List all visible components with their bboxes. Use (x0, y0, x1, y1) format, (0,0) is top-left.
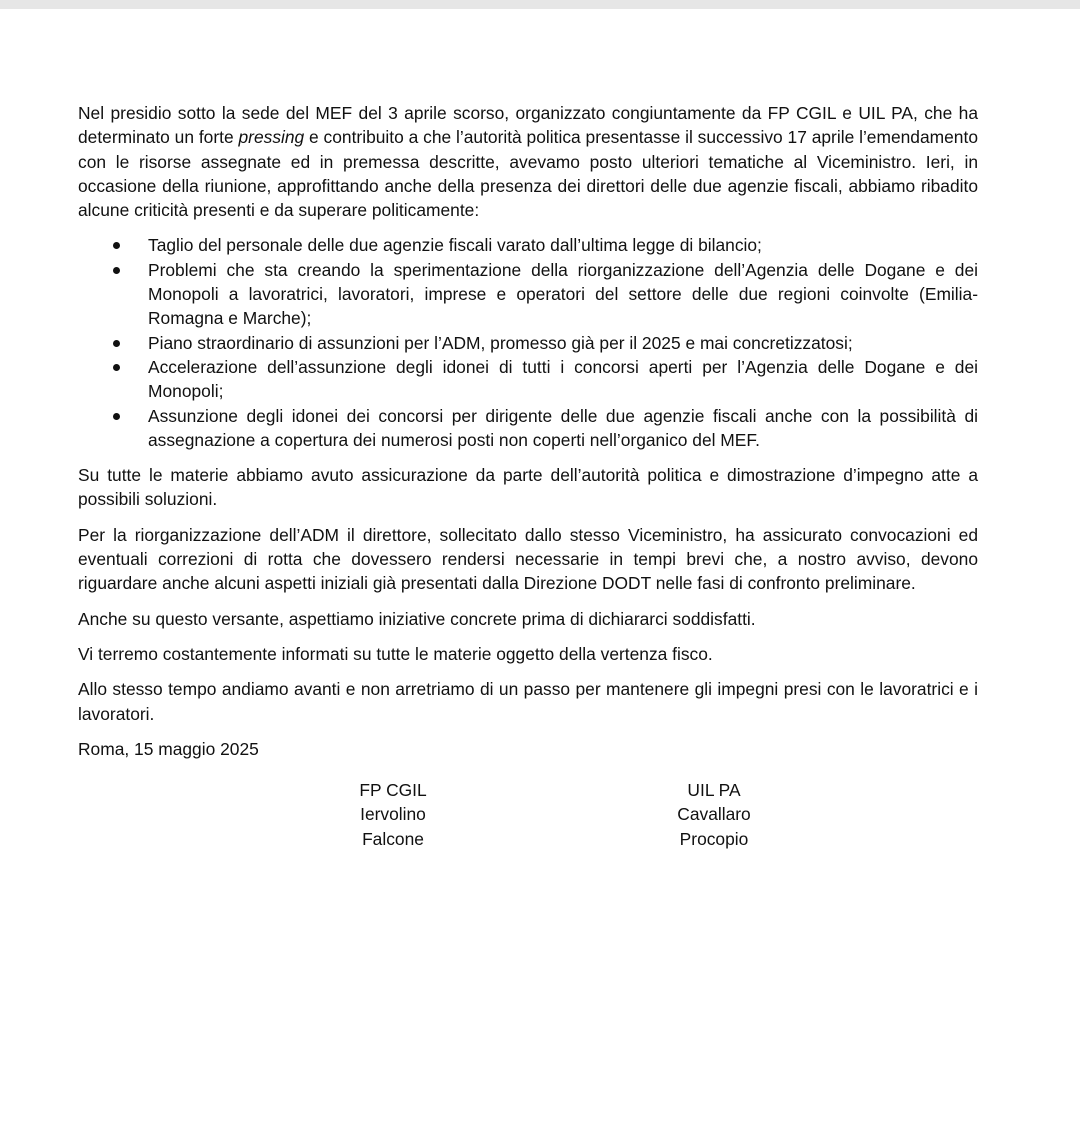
signature-org: UIL PA (687, 780, 741, 800)
paragraph-awaiting: Anche su questo versante, aspettiamo iniziative concrete prima di dichiararci soddisfatti. (78, 608, 756, 629)
document-date: Roma, 15 maggio 2025 (78, 738, 259, 759)
document-body (78, 101, 978, 761)
bullet-dot-icon (113, 267, 120, 274)
bullet-dot-icon (113, 364, 120, 371)
bullet-item (78, 404, 978, 453)
paragraph-intro-text-a: Nel presidio sotto la sede del MEF del 3 aprile scorso, organizzato congiuntamente da FP CGIL e UIL PA, che ha determinato un forte (78, 103, 978, 148)
bullet-item (78, 233, 978, 257)
bullet-text: Piano straordinario di assunzioni per l’ADM, promesso già per il 2025 e mai concretizzatosi; (148, 332, 853, 353)
paragraph-intro (78, 101, 978, 222)
bullet-item (78, 258, 978, 331)
bullet-text: Assunzione degli idonei dei concorsi per dirigente delle due agenzie fiscali anche con la possibilità di assegnazione a copertura dei numerosi posti non coperti nell’organico del MEF. (148, 405, 978, 450)
signature-name: Procopio (679, 828, 749, 849)
bullet-dot-icon (113, 413, 120, 420)
italic-term: pressing (238, 127, 305, 148)
signature-left (293, 778, 493, 851)
bullet-list (78, 233, 978, 452)
bullet-text: Problemi che sta creando la sperimentazione della riorganizzazione dell’Agenzia delle Dogane e dei Monopoli a lavoratrici, lavoratori, imprese e operatori del settore delle due regioni coinvolte (Emilia-Romagna e Marche); (148, 259, 978, 329)
bullet-item (78, 331, 978, 355)
bullet-text: Accelerazione dell’assunzione degli idonei di tutti i concorsi aperti per l’Agenzia delle Dogane e dei Monopoli; (148, 356, 978, 402)
paragraph-updates: Vi terremo costantemente informati su tutte le materie oggetto della vertenza fisco. (78, 643, 713, 664)
signature-org: FP CGIL (359, 780, 427, 800)
signature-name: Falcone (362, 828, 424, 849)
paragraph-assurance: Su tutte le materie abbiamo avuto assicurazione da parte dell’autorità politica e dimostrazione d’impegno atte a possibili soluzioni. (78, 465, 978, 510)
bullet-dot-icon (113, 340, 120, 347)
signature-name: Cavallaro (677, 804, 751, 825)
bullet-text: Taglio del personale delle due agenzie fiscali varato dall’ultima legge di bilancio; (148, 235, 762, 256)
paragraph-commitment: Allo stesso tempo andiamo avanti e non arretriamo di un passo per mantenere gli impegni presi con le lavoratrici e i lavoratori. (78, 679, 978, 724)
bullet-dot-icon (113, 242, 120, 249)
paragraph-intro-text-b: e contribuito a che l’autorità politica presentasse il successivo 17 aprile l’emendamento con le risorse assegnate ed in premessa descritte, avevamo posto ulteriori tematiche al Viceministro. Ieri, in occasione della riunione, approfittando anche della presenza dei direttori delle due agenzie fiscali, abbiamo ribadito alcune criticità presenti e da superare politicamente: (78, 127, 978, 221)
paragraph-reorganization: Per la riorganizzazione dell’ADM il direttore, sollecitato dallo stesso Viceministro, ha assicurato convocazioni ed eventuali correzioni di rotta che dovessero rendersi necessarie in tempi brevi che, a nostro avviso, devono riguardare anche alcuni aspetti iniziali già presentati dalla Direzione DODT nelle fasi di confronto preliminare. (78, 524, 978, 594)
top-edge-bar (0, 0, 1080, 9)
bullet-item (78, 355, 978, 404)
signature-right (614, 778, 814, 851)
signature-name: Iervolino (360, 804, 426, 825)
